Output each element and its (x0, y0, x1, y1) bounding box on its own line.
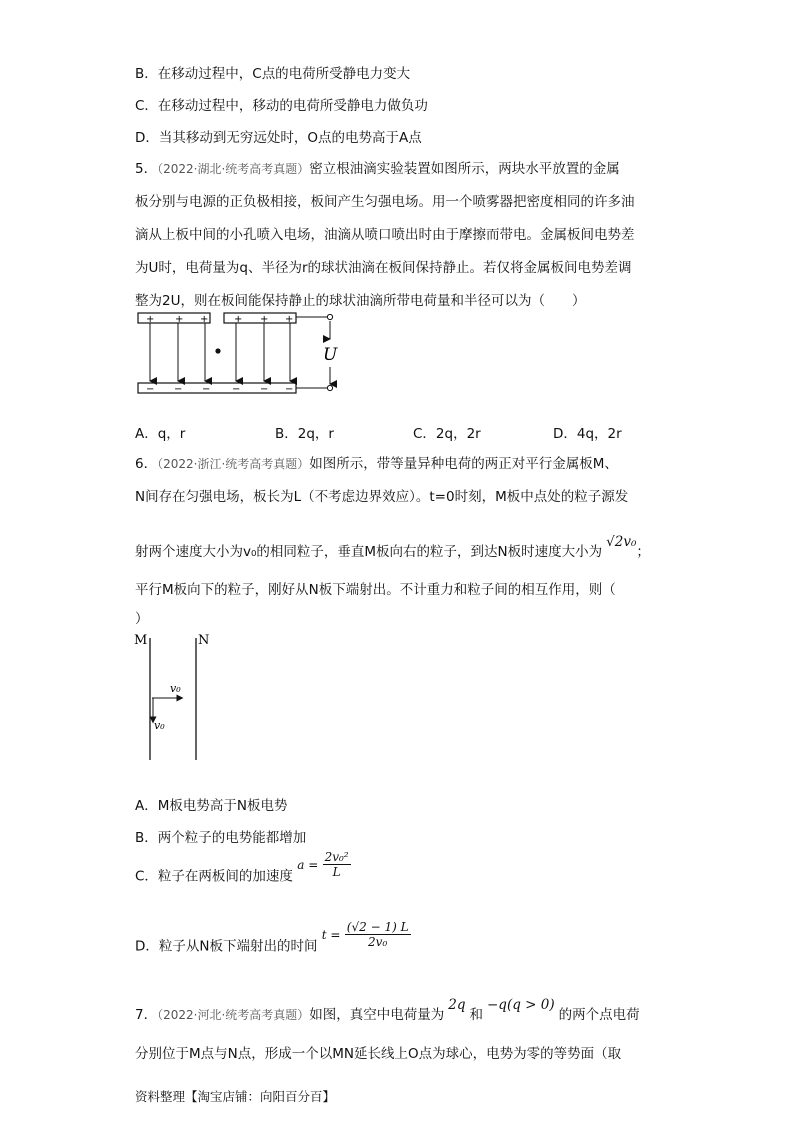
q5-line2: 板分别与电源的正负极相接，板间产生匀强电场。用一个喷雾器把密度相同的许多油 (135, 194, 635, 210)
plus-sign: + (175, 314, 184, 325)
q6-text: 射两个速度大小为v₀的相同粒子，垂直M板向右的粒子，到达N板时速度大小为 (135, 544, 603, 560)
q7-text: 和 (469, 1007, 483, 1023)
q6-line3 (135, 534, 650, 560)
q6-option-c-text: C．粒子在两板间的加速度 (135, 868, 293, 885)
q5-option-b: B．2q，r (275, 426, 334, 442)
q6-text: ； (636, 544, 650, 560)
q6-text: 如图所示，带等量异种电荷的两正对平行金属板M、 (309, 456, 618, 472)
q6-line1 (135, 452, 618, 472)
q6-option-c-lhs: a = (297, 857, 319, 872)
question-source: （2022·河北·统考高考真题） (157, 1008, 310, 1022)
q6-option-d-lhs: t = (321, 927, 341, 942)
q4-option-d: D．当其移动到无穷远处时，O点的电势高于A点 (135, 130, 422, 146)
terminal-bottom (327, 385, 332, 390)
q7-math-charge1: 2q (448, 997, 466, 1013)
plus-sign: + (200, 314, 209, 325)
plus-sign: + (146, 314, 155, 325)
q6-line4: 平行M板向下的粒子，刚好从N板下端射出。不计重力和粒子间的相互作用，则（ (135, 582, 616, 598)
q6-option-d-fraction (345, 920, 411, 949)
q5-line1 (135, 157, 620, 177)
fraction-numerator: (√2 − 1) L (346, 920, 409, 934)
q5-text: 密立根油滴实验装置如图所示，两块水平放置的金属 (309, 161, 620, 177)
plate-m-label: M (134, 633, 148, 648)
q6-option-c-fraction (323, 850, 351, 879)
parallel-plates-figure (130, 630, 230, 765)
q7-line2: 分别位于M点与N点，形成一个以MN延长线上O点为球心，电势为零的等势面（取 (135, 1046, 622, 1062)
voltage-label: U (323, 345, 338, 365)
q5-option-a: A．q，r (135, 426, 186, 442)
minus-sign: − (146, 384, 155, 395)
bottom-plate (138, 383, 296, 393)
minus-sign: − (232, 384, 241, 395)
q4-option-c: C．在移动过程中，移动的电荷所受静电力做负功 (135, 98, 428, 114)
q6-option-a: A．M板电势高于N板电势 (135, 798, 288, 814)
fraction-numerator: 2v₀² (324, 850, 349, 864)
fraction-denominator: 2v₀ (368, 935, 388, 949)
minus-sign: − (174, 384, 183, 395)
q7-text: 如图，真空中电荷量为 (309, 1007, 445, 1023)
fraction-denominator: L (332, 865, 341, 879)
q4-option-b: B．在移动过程中，C点的电荷所受静电力变大 (135, 66, 411, 82)
oil-drop-apparatus-figure (130, 305, 350, 405)
q7-text: 的两个点电荷 (558, 1007, 640, 1023)
q5-line3: 滴从上板中间的小孔喷入电场，油滴从喷口喷出时由于摩擦而带电。金属板间电势差 (135, 227, 635, 243)
question-number: 6． (135, 456, 158, 472)
q5-option-c: C．2q，2r (413, 426, 481, 442)
q5-line5: 整为2U，则在板间能保持静止的球状油滴所带电荷量和半径可以为（ ） (135, 293, 586, 309)
oil-drop (215, 348, 220, 353)
plus-sign: + (285, 314, 294, 325)
q6-line5: ） (135, 611, 149, 627)
q7-line1 (135, 997, 640, 1023)
plus-sign: + (260, 314, 269, 325)
q6-option-d (135, 920, 411, 961)
q6-option-b: B．两个粒子的电势能都增加 (135, 830, 307, 846)
v0-label: v₀ (154, 719, 165, 732)
q6-option-d-text: D．粒子从N板下端射出的时间 (135, 938, 318, 955)
plus-sign: + (234, 314, 243, 325)
plate-n-label: N (198, 633, 210, 648)
page-footer: 资料整理【淘宝店铺：向阳百分百】 (135, 1089, 336, 1104)
minus-sign: − (285, 384, 294, 395)
question-source: （2022·浙江·统考高考真题） (157, 457, 310, 471)
q7-math-charge2: −q(q > 0) (487, 997, 555, 1013)
question-number: 7． (135, 1007, 158, 1023)
question-source: （2022·湖北·统考高考真题） (157, 162, 310, 176)
q6-option-c (135, 850, 351, 891)
q6-math-sqrt2-v0: √2v₀ (606, 534, 637, 550)
q6-line2: N间存在匀强电场，板长为L（不考虑边界效应）。t=0时刻，M板中点处的粒子源发 (135, 489, 629, 505)
minus-sign: − (260, 384, 269, 395)
q5-option-d: D．4q，2r (553, 426, 622, 442)
v0-label: v₀ (170, 682, 181, 695)
q5-line4: 为U时，电荷量为q、半径为r的球状油滴在板间保持静止。若仅将金属板间电势差调 (135, 260, 632, 276)
minus-sign: − (202, 384, 211, 395)
terminal-top (327, 314, 332, 319)
question-number: 5． (135, 161, 158, 177)
